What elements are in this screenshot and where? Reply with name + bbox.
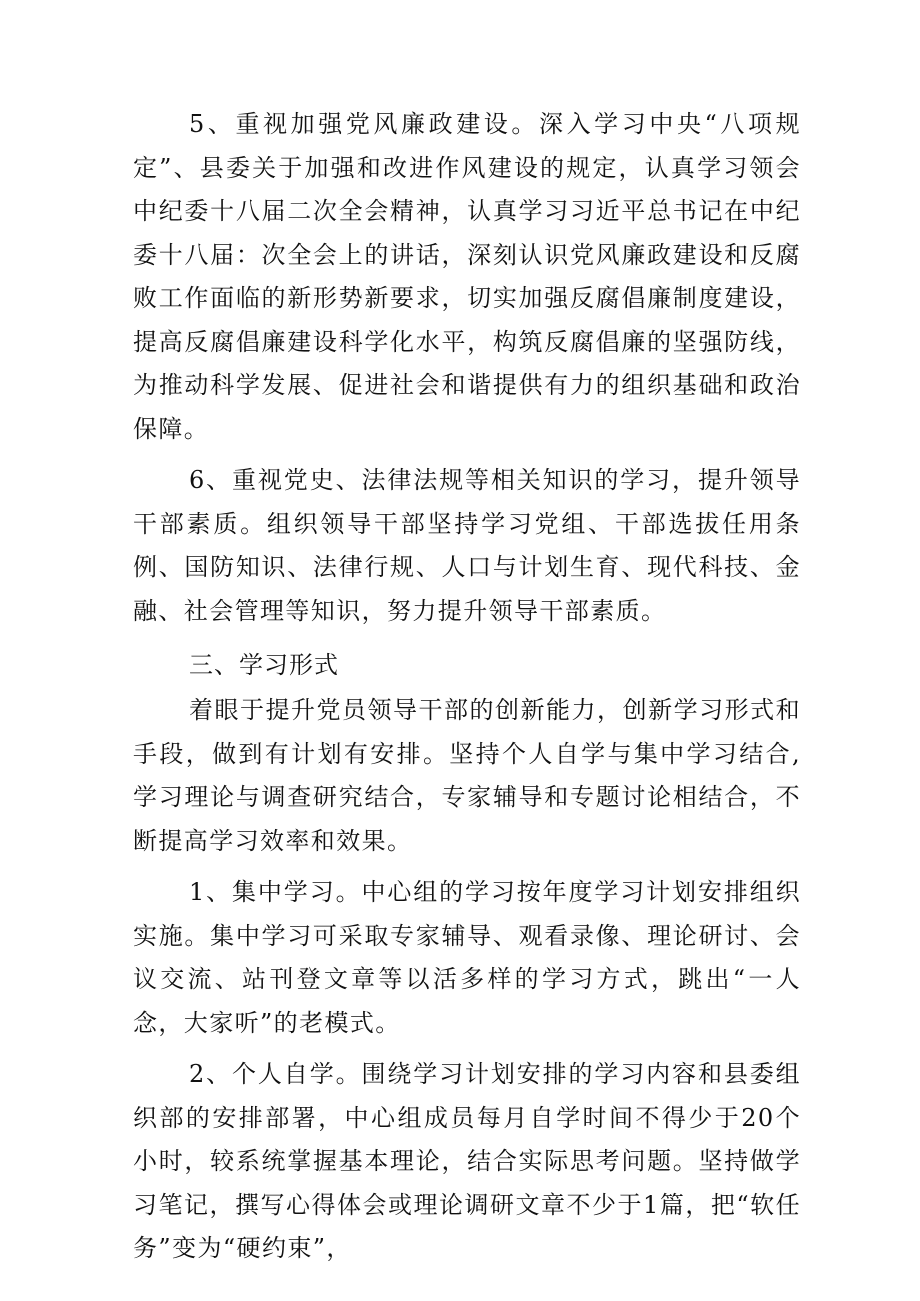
paragraph-item-6: 6、重视党史、法律法规等相关知识的学习，提升领导干部素质。组织领导干部坚持学习党组、干部选拔任用条例、国防知识、法律行规、人口与计划生育、现代科技、金融、社会管理等知识，努力提升领导干部素质。 [133, 466, 801, 625]
paragraph-study-form-intro: 着眼于提升党员领导干部的创新能力，创新学习形式和手段，做到有计划有安排。坚持个人自学与集中学习结合,学习理论与调查研究结合，专家辅导和专题讨论相结合，不断提高学习效率和效果。 [133, 696, 801, 855]
document-body [133, 103, 801, 1271]
paragraph-item-5: 5、重视加强党风廉政建设。深入学习中央“八项规定”、县委关于加强和改进作风建设的规定，认真学习领会中纪委十八届二次全会精神，认真学习习近平总书记在中纪委十八届：次全会上的讲话，深刻认识党风廉政建设和反腐败工作面临的新形势新要求，切实加强反腐倡廉制度建设，提高反腐倡廉建设科学化水平，构筑反腐倡廉的坚强防线，为推动科学发展、促进社会和谐提供有力的组织基础和政治保障。 [133, 110, 801, 443]
paragraph-centralized-study: 1、集中学习。中心组的学习按年度学习计划安排组织实施。集中学习可采取专家辅导、观看录像、理论研讨、会议交流、站刊登文章等以活多样的学习方式，跳出“一人念，大家听”的老模式。 [133, 878, 801, 1037]
paragraph-self-study: 2、个人自学。围绕学习计划安排的学习内容和县委组织部的安排部署，中心组成员每月自学时间不得少于20个小时，较系统掌握基本理论，结合实际思考问题。坚持做学习笔记，撰写心得体会或理论调研文章不少于1篇，把“软任务”变为“硬约束”， [133, 1060, 801, 1262]
section-heading-study-form: 三、学习形式 [189, 651, 339, 679]
